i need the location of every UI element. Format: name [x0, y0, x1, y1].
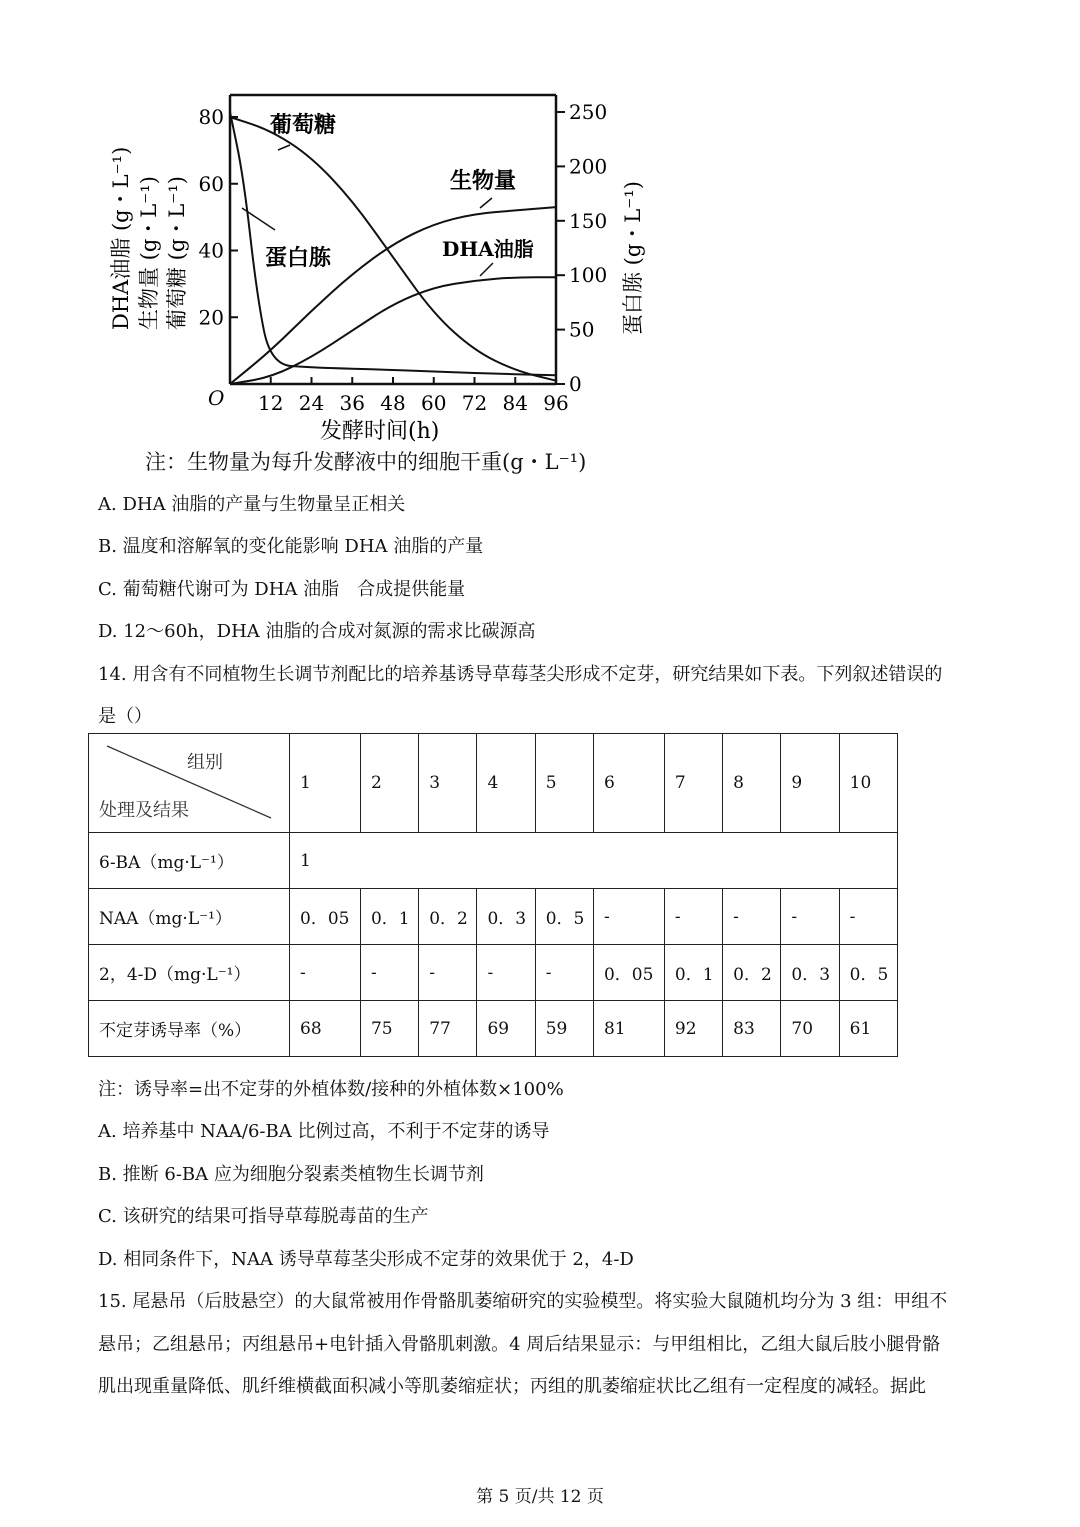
- table-cell: 75: [360, 1001, 418, 1057]
- group-header: 3: [419, 734, 477, 833]
- table-cell: 0．5: [839, 945, 897, 1001]
- table-cell: -: [419, 945, 477, 1001]
- q15-line1: 15. 尾悬吊（后肢悬空）的大鼠常被用作骨骼肌萎缩研究的实验模型。将实验大鼠随机均分为 3 组：甲组不: [98, 1291, 948, 1312]
- group-header: 2: [360, 734, 418, 833]
- q13-option-d: D. 12～60h，DHA 油脂的合成对氮源的需求比碳源高: [98, 621, 536, 642]
- header-bottom-label: 处理及结果: [99, 800, 189, 821]
- x-tick-label: 36: [339, 391, 365, 415]
- q14-option-d: D. 相同条件下，NAA 诱导草莓茎尖形成不定芽的效果优于 2，4-D: [98, 1249, 634, 1270]
- q14-option-c: C. 该研究的结果可指导草莓脱毒苗的生产: [98, 1206, 429, 1227]
- dha-line: [230, 277, 556, 384]
- q13-option-c: C. 葡萄糖代谢可为 DHA 油脂 合成提供能量: [98, 579, 466, 600]
- table-cell: 0．05: [593, 945, 664, 1001]
- row-label: 不定芽诱导率（%）: [89, 1001, 290, 1057]
- table-cell: -: [477, 945, 535, 1001]
- table-cell: -: [290, 945, 361, 1001]
- table-cell: 68: [290, 1001, 361, 1057]
- table-row-6ba: [89, 833, 898, 889]
- q14-option-b: B. 推断 6-BA 应为细胞分裂素类植物生长调节剂: [98, 1164, 484, 1185]
- table-cell: 0．1: [360, 889, 418, 945]
- table-row-rate: [89, 1001, 898, 1057]
- y-right-tick-label: 0: [569, 372, 582, 396]
- y-right-tick-label: 200: [569, 154, 608, 179]
- group-header: 9: [781, 734, 839, 833]
- left-axis-label-dha: DHA油脂 (g・L⁻¹): [109, 146, 133, 330]
- row-label: 6-BA（mg·L⁻¹）: [89, 833, 290, 889]
- table-cell: -: [593, 889, 664, 945]
- table-cell: -: [781, 889, 839, 945]
- y-left-tick-label: 60: [198, 171, 224, 196]
- table-cell: 70: [781, 1001, 839, 1057]
- fermentation-chart: [100, 80, 660, 480]
- biomass-leader: [480, 198, 492, 208]
- y-right-tick-label: 150: [569, 208, 608, 233]
- table-cell: 0．3: [477, 889, 535, 945]
- x-tick-label: 24: [298, 391, 325, 415]
- table-header-row: [89, 734, 898, 833]
- table-cell: 0．2: [723, 945, 781, 1001]
- table-cell: 61: [839, 1001, 897, 1057]
- table-cell: 0．1: [664, 945, 722, 1001]
- group-header: 10: [839, 734, 897, 833]
- group-header: 1: [290, 734, 361, 833]
- table-cell: 0．3: [781, 945, 839, 1001]
- table-cell: -: [723, 889, 781, 945]
- table-row-24d: [89, 945, 898, 1001]
- header-top-label: 组别: [187, 752, 223, 773]
- right-axis-label-peptone: 蛋白胨 (g・L⁻¹): [621, 181, 645, 335]
- group-header: 7: [664, 734, 722, 833]
- row-label: 2，4-D（mg·L⁻¹）: [89, 945, 290, 1001]
- x-tick-label: 72: [461, 391, 488, 415]
- table-note: 注：诱导率=出不定芽的外植体数/接种的外植体数×100%: [98, 1079, 564, 1100]
- series-label-biomass: 生物量: [450, 168, 517, 194]
- table-cell: 0．2: [419, 889, 477, 945]
- table-cell: 0．05: [290, 889, 361, 945]
- x-axis-label: 发酵时间(h): [320, 419, 440, 444]
- table-cell: 59: [535, 1001, 593, 1057]
- q14-option-a: A. 培养基中 NAA/6-BA 比例过高，不利于不定芽的诱导: [98, 1121, 550, 1142]
- y-right-tick-label: 250: [569, 100, 608, 124]
- table-cell: -: [360, 945, 418, 1001]
- q15-line3: 肌出现重量降低、肌纤维横截面积减小等肌萎缩症状；丙组的肌萎缩症状比乙组有一定程度的减轻。据此: [98, 1376, 926, 1397]
- chart-ticks: [199, 100, 608, 415]
- y-left-tick-label: 20: [198, 305, 224, 330]
- chart-note: 注：生物量为每升发酵液中的细胞干重(g・L⁻¹): [145, 450, 587, 474]
- y-left-tick-label: 80: [198, 105, 224, 129]
- q13-option-b: B. 温度和溶解氧的变化能影响 DHA 油脂的产量: [98, 536, 484, 557]
- origin-label: O: [208, 386, 225, 410]
- x-tick-label: 12: [258, 391, 284, 415]
- table-cell: 81: [593, 1001, 664, 1057]
- row-label: NAA（mg·L⁻¹）: [89, 889, 290, 945]
- y-right-tick-label: 50: [569, 317, 595, 342]
- header-diagonal-cell: [89, 734, 290, 833]
- q15-line2: 悬吊；乙组悬吊；丙组悬吊+电针插入骨骼肌刺激。4 周后结果显示：与甲组相比，乙组大鼠后肢小腿骨骼: [98, 1334, 941, 1355]
- y-left-tick-label: 40: [198, 238, 224, 263]
- left-axis-label-glucose: 葡萄糖 (g・L⁻¹): [165, 176, 189, 330]
- group-header: 4: [477, 734, 535, 833]
- table-cell: -: [839, 889, 897, 945]
- x-tick-label: 48: [380, 391, 406, 415]
- group-header: 5: [535, 734, 593, 833]
- q13-option-a: A. DHA 油脂的产量与生物量呈正相关: [98, 494, 406, 515]
- biomass-line: [230, 207, 556, 384]
- x-tick-label: 60: [421, 391, 447, 415]
- table-cell: 77: [419, 1001, 477, 1057]
- q14-stem-line2: 是（）: [98, 706, 152, 727]
- table-cell: 83: [723, 1001, 781, 1057]
- left-axis-label-biomass: 生物量 (g・L⁻¹): [137, 176, 161, 330]
- x-tick-label: 96: [543, 391, 569, 415]
- results-table: [88, 733, 898, 1057]
- series-label-peptone: 蛋白胨: [265, 245, 332, 271]
- y-right-tick-label: 100: [569, 263, 608, 288]
- table-cell: 69: [477, 1001, 535, 1057]
- group-header: 6: [593, 734, 664, 833]
- peptone-leader: [242, 208, 275, 230]
- dha-leader: [480, 263, 493, 276]
- x-tick-label: 84: [502, 391, 528, 415]
- glucose-leader: [278, 145, 290, 150]
- page-footer: 第 5 页/共 12 页: [476, 1487, 604, 1507]
- table-cell: 0．5: [535, 889, 593, 945]
- table-row-naa: [89, 889, 898, 945]
- series-label-glucose: 葡萄糖: [270, 112, 337, 138]
- series-label-dha: DHA油脂: [442, 237, 534, 261]
- group-header: 8: [723, 734, 781, 833]
- q14-stem-line1: 14. 用含有不同植物生长调节剂配比的培养基诱导草莓茎尖形成不定芽，研究结果如下表。下列叙述错误的: [98, 664, 943, 685]
- table-cell: -: [664, 889, 722, 945]
- table-cell: -: [535, 945, 593, 1001]
- table-cell: 92: [664, 1001, 722, 1057]
- row-6ba-value: 1: [290, 833, 898, 889]
